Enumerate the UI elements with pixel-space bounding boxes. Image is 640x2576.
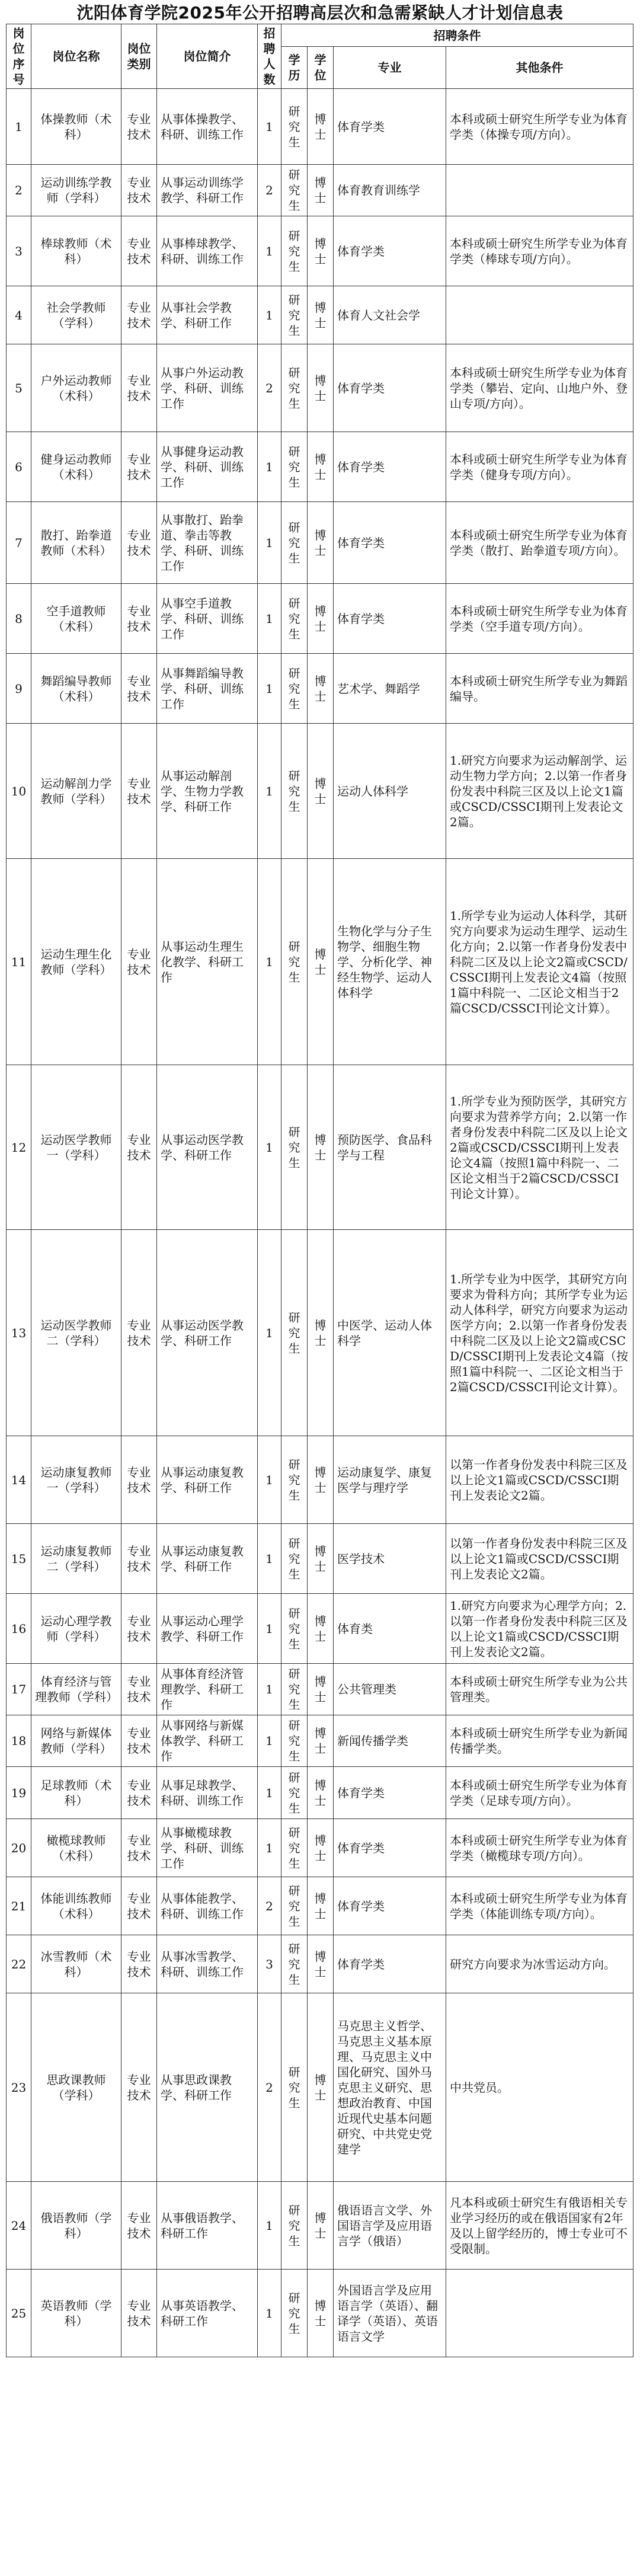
row-number: 22 (7, 1935, 31, 1993)
header-count: 招聘人数 (258, 24, 281, 89)
position-name: 英语教师（学科） (31, 2270, 121, 2357)
position-name: 社会学教师（学科） (31, 286, 121, 344)
position-category: 专业技术 (121, 1877, 157, 1935)
position-name: 运动心理学教师（学科） (31, 1594, 121, 1664)
header-category: 岗位类别 (121, 24, 157, 89)
row-number: 25 (7, 2270, 31, 2357)
degree-requirement: 博士 (308, 1594, 334, 1664)
major-requirement: 体育学类 (334, 1819, 446, 1877)
header-name: 岗位名称 (31, 24, 121, 89)
hiring-count: 2 (258, 1993, 281, 2182)
other-conditions: 1.所学专业为预防医学，其研究方向要求为营养学方向；2.以第一作者身份发表中科院二区及以上论文2篇或CSCD/CSSCI期刊上发表论文4篇（按照1篇中科院一、二区论文相当于2篇CSCD/CSSCI刊论文计算）。 (446, 1065, 633, 1230)
hiring-count: 1 (258, 859, 281, 1065)
position-brief: 从事运动康复教学、科研工作 (157, 1524, 258, 1594)
position-brief: 从事体能教学、科研、训练工作 (157, 1877, 258, 1935)
hiring-count: 1 (258, 286, 281, 344)
position-name: 体育经济与管理教师（学科） (31, 1664, 121, 1715)
degree-requirement: 博士 (308, 724, 334, 859)
row-number: 1 (7, 89, 31, 165)
table-row (7, 216, 633, 286)
position-brief: 从事运动生理生化教学、科研工作 (157, 859, 258, 1065)
position-brief: 从事社会学教学、科研工作 (157, 286, 258, 344)
position-category: 专业技术 (121, 1594, 157, 1664)
position-brief: 从事体操教学、科研、训练工作 (157, 89, 258, 165)
hiring-count: 1 (258, 1436, 281, 1524)
hiring-count: 1 (258, 1664, 281, 1715)
position-brief: 从事运动医学教学、科研工作 (157, 1230, 258, 1436)
degree-requirement: 博士 (308, 1819, 334, 1877)
education-requirement: 研究生 (281, 2270, 308, 2357)
row-number: 3 (7, 216, 31, 286)
other-conditions: 1.所学专业为运动人体科学，其研究方向要求为运动生理学、运动生化方向；2.以第一作者身份发表中科院二区及以上论文2篇或CSCD/CSSCI期刊上发表论文4篇（按照1篇中科院一、二区论文相当于2篇CSCD/CSSCI刊论文计算）。 (446, 859, 633, 1065)
position-name: 运动医学教师一（学科） (31, 1065, 121, 1230)
major-requirement: 预防医学、食品科学与工程 (334, 1065, 446, 1230)
degree-requirement: 博士 (308, 584, 334, 654)
position-brief: 从事英语教学、科研工作 (157, 2270, 258, 2357)
other-conditions: 本科或硕士研究生所学专业为体育学类（体能训练专项/方向）。 (446, 1877, 633, 1935)
position-brief: 从事俄语教学、科研工作 (157, 2182, 258, 2270)
major-requirement: 生物化学与分子生物学、细胞生物学、分析化学、神经生物学、运动人体科学 (334, 859, 446, 1065)
other-conditions: 本科或硕士研究生所学专业为体育学类（空手道专项/方向）。 (446, 584, 633, 654)
hiring-count: 1 (258, 584, 281, 654)
degree-requirement: 博士 (308, 286, 334, 344)
degree-requirement: 博士 (308, 1715, 334, 1767)
major-requirement: 体育学类 (334, 216, 446, 286)
hiring-count: 1 (258, 654, 281, 724)
table-row (7, 1715, 633, 1767)
position-brief: 从事体育经济管理教学、科研工作 (157, 1664, 258, 1715)
hiring-count: 1 (258, 1767, 281, 1819)
position-brief: 从事舞蹈编导教学、科研、训练工作 (157, 654, 258, 724)
table-row (7, 1935, 633, 1993)
position-category: 专业技术 (121, 1230, 157, 1436)
position-category: 专业技术 (121, 1524, 157, 1594)
major-requirement: 俄语语言文学、外国语言学及应用语言学（俄语） (334, 2182, 446, 2270)
position-brief: 从事运动心理学教学、科研工作 (157, 1594, 258, 1664)
table-row (7, 165, 633, 216)
other-conditions: 本科或硕士研究生所学专业为体育学类（健身专项/方向）。 (446, 432, 633, 502)
other-conditions (446, 2270, 633, 2357)
position-category: 专业技术 (121, 1819, 157, 1877)
recruitment-table (6, 24, 633, 2357)
header-no: 岗位序号 (7, 24, 31, 89)
table-row (7, 2270, 633, 2357)
position-brief: 从事空手道教学、科研、训练工作 (157, 584, 258, 654)
position-name: 体能训练教师（术科） (31, 1877, 121, 1935)
table-row (7, 724, 633, 859)
row-number: 8 (7, 584, 31, 654)
hiring-count: 1 (258, 216, 281, 286)
major-requirement: 体育类 (334, 1594, 446, 1664)
table-body (7, 89, 633, 2357)
major-requirement: 中医学、运动人体科学 (334, 1230, 446, 1436)
table-row (7, 1877, 633, 1935)
degree-requirement: 博士 (308, 2270, 334, 2357)
position-category: 专业技术 (121, 1664, 157, 1715)
education-requirement: 研究生 (281, 2182, 308, 2270)
table-row (7, 344, 633, 432)
table-row (7, 89, 633, 165)
position-name: 运动生理生化教师（学科） (31, 859, 121, 1065)
position-brief: 从事思政课教学、科研工作 (157, 1993, 258, 2182)
position-name: 空手道教师（术科） (31, 584, 121, 654)
position-name: 网络与新媒体教师（学科） (31, 1715, 121, 1767)
header-education: 学历 (281, 47, 308, 89)
row-number: 10 (7, 724, 31, 859)
degree-requirement: 博士 (308, 859, 334, 1065)
degree-requirement: 博士 (308, 216, 334, 286)
major-requirement: 马克思主义哲学、马克思主义基本原理、马克思主义中国化研究、国外马克思主义研究、思想政治教育、中国近现代史基本问题研究、中共党史党建学 (334, 1993, 446, 2182)
position-category: 专业技术 (121, 502, 157, 584)
degree-requirement: 博士 (308, 654, 334, 724)
header-brief: 岗位简介 (157, 24, 258, 89)
row-number: 18 (7, 1715, 31, 1767)
position-category: 专业技术 (121, 1436, 157, 1524)
other-conditions: 1.所学专业为中医学，其研究方向要求为骨科方向；其所学专业为运动人体科学，研究方向要求为运动医学方向；2.以第一作者身份发表中科院二区及以上论文2篇或CSCD/CSSCI期刊上发表论文4篇（按照1篇中科院一、二区论文相当于2篇CSCD/CSSCI刊论文计算）。 (446, 1230, 633, 1436)
position-brief: 从事网络与新媒体教学、科研工作 (157, 1715, 258, 1767)
row-number: 7 (7, 502, 31, 584)
education-requirement: 研究生 (281, 1819, 308, 1877)
hiring-count: 1 (258, 1524, 281, 1594)
row-number: 17 (7, 1664, 31, 1715)
other-conditions: 本科或硕士研究生所学专业为体育学类（棒球专项/方向）。 (446, 216, 633, 286)
position-category: 专业技术 (121, 286, 157, 344)
header-major: 专业 (334, 47, 446, 89)
degree-requirement: 博士 (308, 165, 334, 216)
hiring-count: 1 (258, 1819, 281, 1877)
hiring-count: 2 (258, 1877, 281, 1935)
degree-requirement: 博士 (308, 1993, 334, 2182)
position-category: 专业技术 (121, 2270, 157, 2357)
other-conditions: 研究方向要求为冰雪运动方向。 (446, 1935, 633, 1993)
degree-requirement: 博士 (308, 1230, 334, 1436)
position-name: 运动解剖力学教师（学科） (31, 724, 121, 859)
header-degree: 学位 (308, 47, 334, 89)
other-conditions: 1.研究方向要求为运动解剖学、运动生物力学方向；2.以第一作者身份发表中科院三区及以上论文1篇或CSCD/CSSCI期刊上发表论文2篇。 (446, 724, 633, 859)
education-requirement: 研究生 (281, 1524, 308, 1594)
header-conditions: 招聘条件 (281, 24, 633, 47)
major-requirement: 外国语言学及应用语言学（英语）、翻译学（英语）、英语语言文学 (334, 2270, 446, 2357)
position-brief: 从事冰雪教学、科研、训练工作 (157, 1935, 258, 1993)
degree-requirement: 博士 (308, 344, 334, 432)
position-category: 专业技术 (121, 654, 157, 724)
row-number: 15 (7, 1524, 31, 1594)
table-row (7, 502, 633, 584)
row-number: 23 (7, 1993, 31, 2182)
major-requirement: 公共管理类 (334, 1664, 446, 1715)
position-name: 户外运动教师（术科） (31, 344, 121, 432)
table-row (7, 1065, 633, 1230)
position-name: 散打、跆拳道教师（术科） (31, 502, 121, 584)
position-category: 专业技术 (121, 859, 157, 1065)
hiring-count: 1 (258, 89, 281, 165)
position-category: 专业技术 (121, 165, 157, 216)
degree-requirement: 博士 (308, 1524, 334, 1594)
other-conditions: 凡本科或硕士研究生有俄语相关专业学习经历的或在俄语国家有2年及以上留学经历的，博士专业可不受限制。 (446, 2182, 633, 2270)
position-name: 运动康复教师一（学科） (31, 1436, 121, 1524)
row-number: 20 (7, 1819, 31, 1877)
table-row (7, 1767, 633, 1819)
hiring-count: 1 (258, 1065, 281, 1230)
position-name: 冰雪教师（术科） (31, 1935, 121, 1993)
position-category: 专业技术 (121, 724, 157, 859)
other-conditions: 本科或硕士研究生所学专业为公共管理类。 (446, 1664, 633, 1715)
position-category: 专业技术 (121, 344, 157, 432)
other-conditions (446, 165, 633, 216)
position-name: 体操教师（术科） (31, 89, 121, 165)
table-row (7, 654, 633, 724)
education-requirement: 研究生 (281, 1877, 308, 1935)
education-requirement: 研究生 (281, 1993, 308, 2182)
degree-requirement: 博士 (308, 1935, 334, 1993)
position-name: 舞蹈编导教师（术科） (31, 654, 121, 724)
position-name: 思政课教师（学科） (31, 1993, 121, 2182)
other-conditions: 本科或硕士研究生所学专业为体育学类（足球专项/方向）。 (446, 1767, 633, 1819)
position-name: 足球教师（术科） (31, 1767, 121, 1819)
education-requirement: 研究生 (281, 1767, 308, 1819)
other-conditions: 本科或硕士研究生所学专业为体育学类（橄榄球专项/方向）。 (446, 1819, 633, 1877)
position-name: 棒球教师（术科） (31, 216, 121, 286)
major-requirement: 体育教育训练学 (334, 165, 446, 216)
position-brief: 从事运动医学教学、科研工作 (157, 1065, 258, 1230)
major-requirement: 体育学类 (334, 584, 446, 654)
degree-requirement: 博士 (308, 1767, 334, 1819)
degree-requirement: 博士 (308, 89, 334, 165)
position-category: 专业技术 (121, 584, 157, 654)
education-requirement: 研究生 (281, 502, 308, 584)
table-row (7, 859, 633, 1065)
position-brief: 从事散打、跆拳道、拳击等教学、科研、训练工作 (157, 502, 258, 584)
education-requirement: 研究生 (281, 1935, 308, 1993)
education-requirement: 研究生 (281, 1436, 308, 1524)
other-conditions (446, 286, 633, 344)
table-row (7, 1993, 633, 2182)
position-name: 俄语教师（学科） (31, 2182, 121, 2270)
major-requirement: 体育学类 (334, 1877, 446, 1935)
hiring-count: 2 (258, 165, 281, 216)
position-brief: 从事运动训练学教学、科研工作 (157, 165, 258, 216)
row-number: 14 (7, 1436, 31, 1524)
hiring-count: 1 (258, 1230, 281, 1436)
education-requirement: 研究生 (281, 286, 308, 344)
row-number: 16 (7, 1594, 31, 1664)
education-requirement: 研究生 (281, 89, 308, 165)
major-requirement: 体育人文社会学 (334, 286, 446, 344)
position-name: 橄榄球教师（术科） (31, 1819, 121, 1877)
hiring-count: 1 (258, 502, 281, 584)
row-number: 6 (7, 432, 31, 502)
education-requirement: 研究生 (281, 724, 308, 859)
major-requirement: 体育学类 (334, 502, 446, 584)
position-category: 专业技术 (121, 1767, 157, 1819)
education-requirement: 研究生 (281, 859, 308, 1065)
position-name: 运动医学教师二（学科） (31, 1230, 121, 1436)
position-brief: 从事棒球教学、科研、训练工作 (157, 216, 258, 286)
other-conditions: 本科或硕士研究生所学专业为舞蹈编导。 (446, 654, 633, 724)
other-conditions: 本科或硕士研究生所学专业为体育学类（攀岩、定向、山地户外、登山专项/方向）。 (446, 344, 633, 432)
education-requirement: 研究生 (281, 1594, 308, 1664)
row-number: 4 (7, 286, 31, 344)
major-requirement: 运动人体科学 (334, 724, 446, 859)
hiring-count: 3 (258, 1935, 281, 1993)
row-number: 5 (7, 344, 31, 432)
major-requirement: 体育学类 (334, 344, 446, 432)
major-requirement: 艺术学、舞蹈学 (334, 654, 446, 724)
table-row (7, 1594, 633, 1664)
position-brief: 从事运动康复教学、科研工作 (157, 1436, 258, 1524)
row-number: 19 (7, 1767, 31, 1819)
education-requirement: 研究生 (281, 432, 308, 502)
position-brief: 从事橄榄球教学、科研、训练工作 (157, 1819, 258, 1877)
position-category: 专业技术 (121, 216, 157, 286)
education-requirement: 研究生 (281, 165, 308, 216)
table-row (7, 1230, 633, 1436)
position-brief: 从事户外运动教学、科研、训练工作 (157, 344, 258, 432)
major-requirement: 新闻传播学类 (334, 1715, 446, 1767)
other-conditions: 本科或硕士研究生所学专业为体育学类（体操专项/方向）。 (446, 89, 633, 165)
hiring-count: 1 (258, 724, 281, 859)
other-conditions: 以第一作者身份发表中科院三区及以上论文1篇或CSCD/CSSCI期刊上发表论文2篇。 (446, 1436, 633, 1524)
education-requirement: 研究生 (281, 654, 308, 724)
major-requirement: 运动康复学、康复医学与理疗学 (334, 1436, 446, 1524)
hiring-count: 1 (258, 2270, 281, 2357)
other-conditions: 1.研究方向要求为心理学方向；2.以第一作者身份发表中科院三区及以上论文1篇或CSCD/CSSCI期刊上发表论文2篇。 (446, 1594, 633, 1664)
position-name: 运动康复教师二（学科） (31, 1524, 121, 1594)
education-requirement: 研究生 (281, 216, 308, 286)
position-category: 专业技术 (121, 432, 157, 502)
major-requirement: 医学技术 (334, 1524, 446, 1594)
row-number: 21 (7, 1877, 31, 1935)
hiring-count: 2 (258, 344, 281, 432)
position-category: 专业技术 (121, 1065, 157, 1230)
other-conditions: 以第一作者身份发表中科院三区及以上论文1篇或CSCD/CSSCI期刊上发表论文2篇。 (446, 1524, 633, 1594)
position-name: 健身运动教师（术科） (31, 432, 121, 502)
major-requirement: 体育学类 (334, 1935, 446, 1993)
degree-requirement: 博士 (308, 1065, 334, 1230)
hiring-count: 1 (258, 432, 281, 502)
position-category: 专业技术 (121, 1935, 157, 1993)
position-brief: 从事健身运动教学、科研、训练工作 (157, 432, 258, 502)
major-requirement: 体育学类 (334, 432, 446, 502)
position-category: 专业技术 (121, 89, 157, 165)
row-number: 9 (7, 654, 31, 724)
degree-requirement: 博士 (308, 502, 334, 584)
other-conditions: 本科或硕士研究生所学专业为新闻传播学类。 (446, 1715, 633, 1767)
table-row (7, 1524, 633, 1594)
education-requirement: 研究生 (281, 584, 308, 654)
row-number: 2 (7, 165, 31, 216)
other-conditions: 本科或硕士研究生所学专业为体育学类（散打、跆拳道专项/方向）。 (446, 502, 633, 584)
table-row (7, 1436, 633, 1524)
degree-requirement: 博士 (308, 2182, 334, 2270)
row-number: 24 (7, 2182, 31, 2270)
major-requirement: 体育学类 (334, 1767, 446, 1819)
hiring-count: 1 (258, 1715, 281, 1767)
education-requirement: 研究生 (281, 1664, 308, 1715)
table-row (7, 432, 633, 502)
position-category: 专业技术 (121, 1715, 157, 1767)
position-name: 运动训练学教师（学科） (31, 165, 121, 216)
education-requirement: 研究生 (281, 1230, 308, 1436)
table-row (7, 286, 633, 344)
degree-requirement: 博士 (308, 1877, 334, 1935)
position-category: 专业技术 (121, 2182, 157, 2270)
position-brief: 从事足球教学、科研、训练工作 (157, 1767, 258, 1819)
hiring-count: 1 (258, 2182, 281, 2270)
education-requirement: 研究生 (281, 1065, 308, 1230)
education-requirement: 研究生 (281, 1715, 308, 1767)
education-requirement: 研究生 (281, 344, 308, 432)
other-conditions: 中共党员。 (446, 1993, 633, 2182)
table-row (7, 1819, 633, 1877)
row-number: 13 (7, 1230, 31, 1436)
degree-requirement: 博士 (308, 1664, 334, 1715)
position-brief: 从事运动解剖学、生物力学教学、科研工作 (157, 724, 258, 859)
position-category: 专业技术 (121, 1993, 157, 2182)
row-number: 11 (7, 859, 31, 1065)
degree-requirement: 博士 (308, 1436, 334, 1524)
header-other: 其他条件 (446, 47, 633, 89)
row-number: 12 (7, 1065, 31, 1230)
major-requirement: 体育学类 (334, 89, 446, 165)
hiring-count: 1 (258, 1594, 281, 1664)
degree-requirement: 博士 (308, 432, 334, 502)
table-row (7, 2182, 633, 2270)
table-row (7, 584, 633, 654)
page-title: 沈阳体育学院2025年公开招聘高层次和急需紧缺人才计划信息表 (76, 3, 564, 23)
table-row (7, 1664, 633, 1715)
